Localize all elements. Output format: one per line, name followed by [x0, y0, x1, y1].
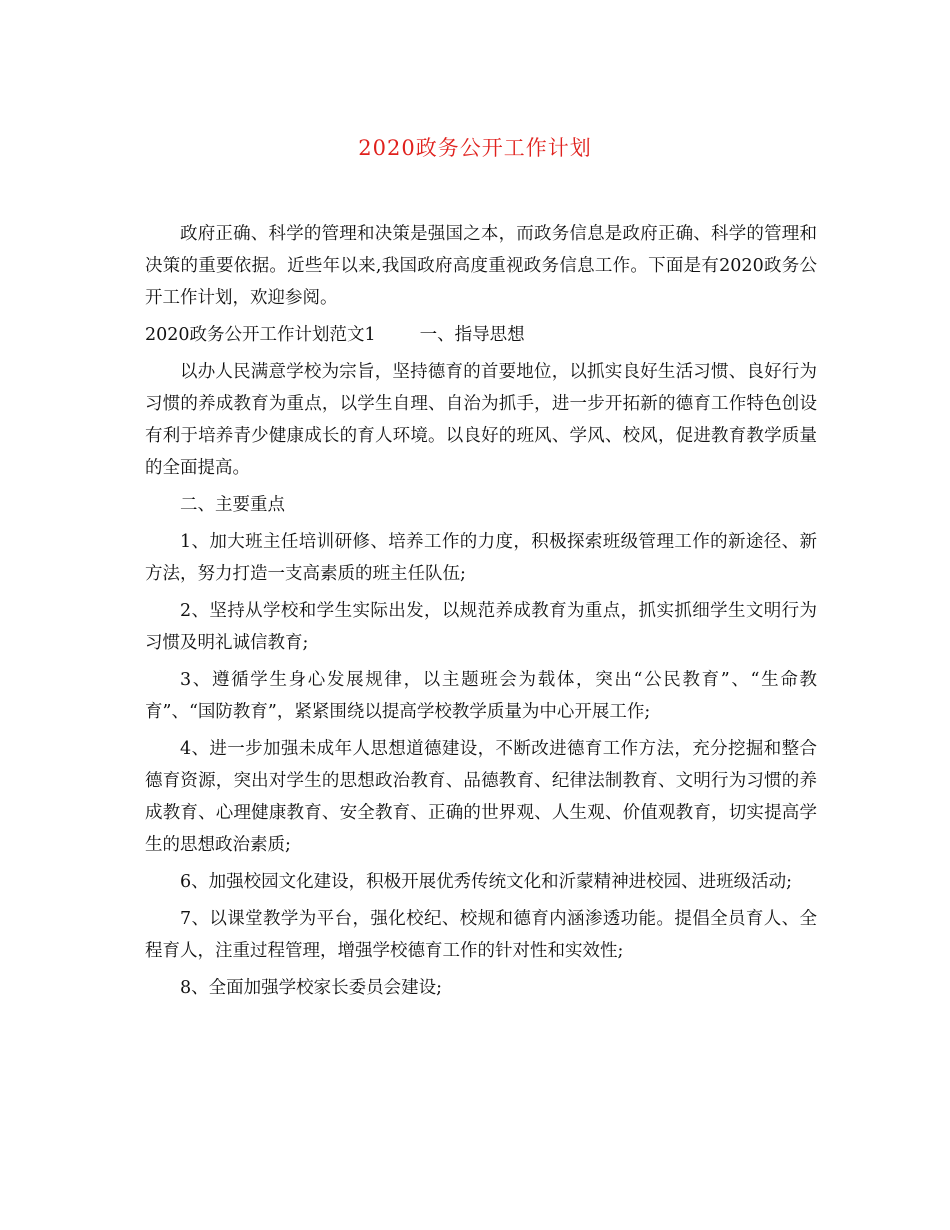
section-1-heading: 一、指导思想: [419, 325, 525, 345]
intro-paragraph: 政府正确、科学的管理和决策是强国之本，而政务信息是政府正确、科学的管理和决策的重要依据。近些年以来,我国政府高度重视政务信息工作。下面是有2020政务公开工作计划，欢迎参阅。: [145, 224, 817, 308]
sample-heading: 2020政务公开工作计划范文1: [145, 325, 376, 345]
list-item: 3、遵循学生身心发展规律，以主题班会为载体，突出“公民教育”、“生命教育”、“国防教育”，紧紧围绕以提高学校教学质量为中心开展工作;: [145, 670, 817, 722]
list-item: 2、坚持从学校和学生实际出发，以规范养成教育为重点，抓实抓细学生文明行为习惯及明礼诚信教育;: [145, 601, 817, 653]
list-item: 7、以课堂教学为平台，强化校纪、校规和德育内涵渗透功能。提倡全员育人、全程育人，注重过程管理，增强学校德育工作的针对性和实效性;: [145, 909, 817, 961]
document-title: 2020政务公开工作计划: [358, 136, 592, 160]
list-item: 4、进一步加强未成年人思想道德建设，不断改进德育工作方法，充分挖掘和整合德育资源，突出对学生的思想政治教育、品德教育、纪律法制教育、文明行为习惯的养成教育、心理健康教育、安全教育、正确的世界观、人生观、价值观教育，切实提高学生的思想政治素质;: [145, 739, 817, 855]
list-item: 1、加大班主任培训研修、培养工作的力度，积极探索班级管理工作的新途径、新方法，努力打造一支高素质的班主任队伍;: [145, 532, 817, 584]
sample-heading-line: [145, 319, 817, 351]
list-item: 8、全面加强学校家长委员会建设;: [180, 978, 443, 998]
document-body: [145, 218, 817, 1009]
section-1-paragraph: 以办人民满意学校为宗旨，坚持德育的首要地位，以抓实良好生活习惯、良好行为习惯的养成教育为重点，以学生自理、自治为抓手，进一步开拓新的德育工作特色创设有利于培养青少健康成长的育人环境。以良好的班风、学风、校风，促进教育教学质量的全面提高。: [145, 362, 817, 478]
section-2-heading: 二、主要重点: [180, 495, 285, 515]
list-item: 6、加强校园文化建设，积极开展优秀传统文化和沂蒙精神进校园、进班级活动;: [180, 872, 793, 892]
